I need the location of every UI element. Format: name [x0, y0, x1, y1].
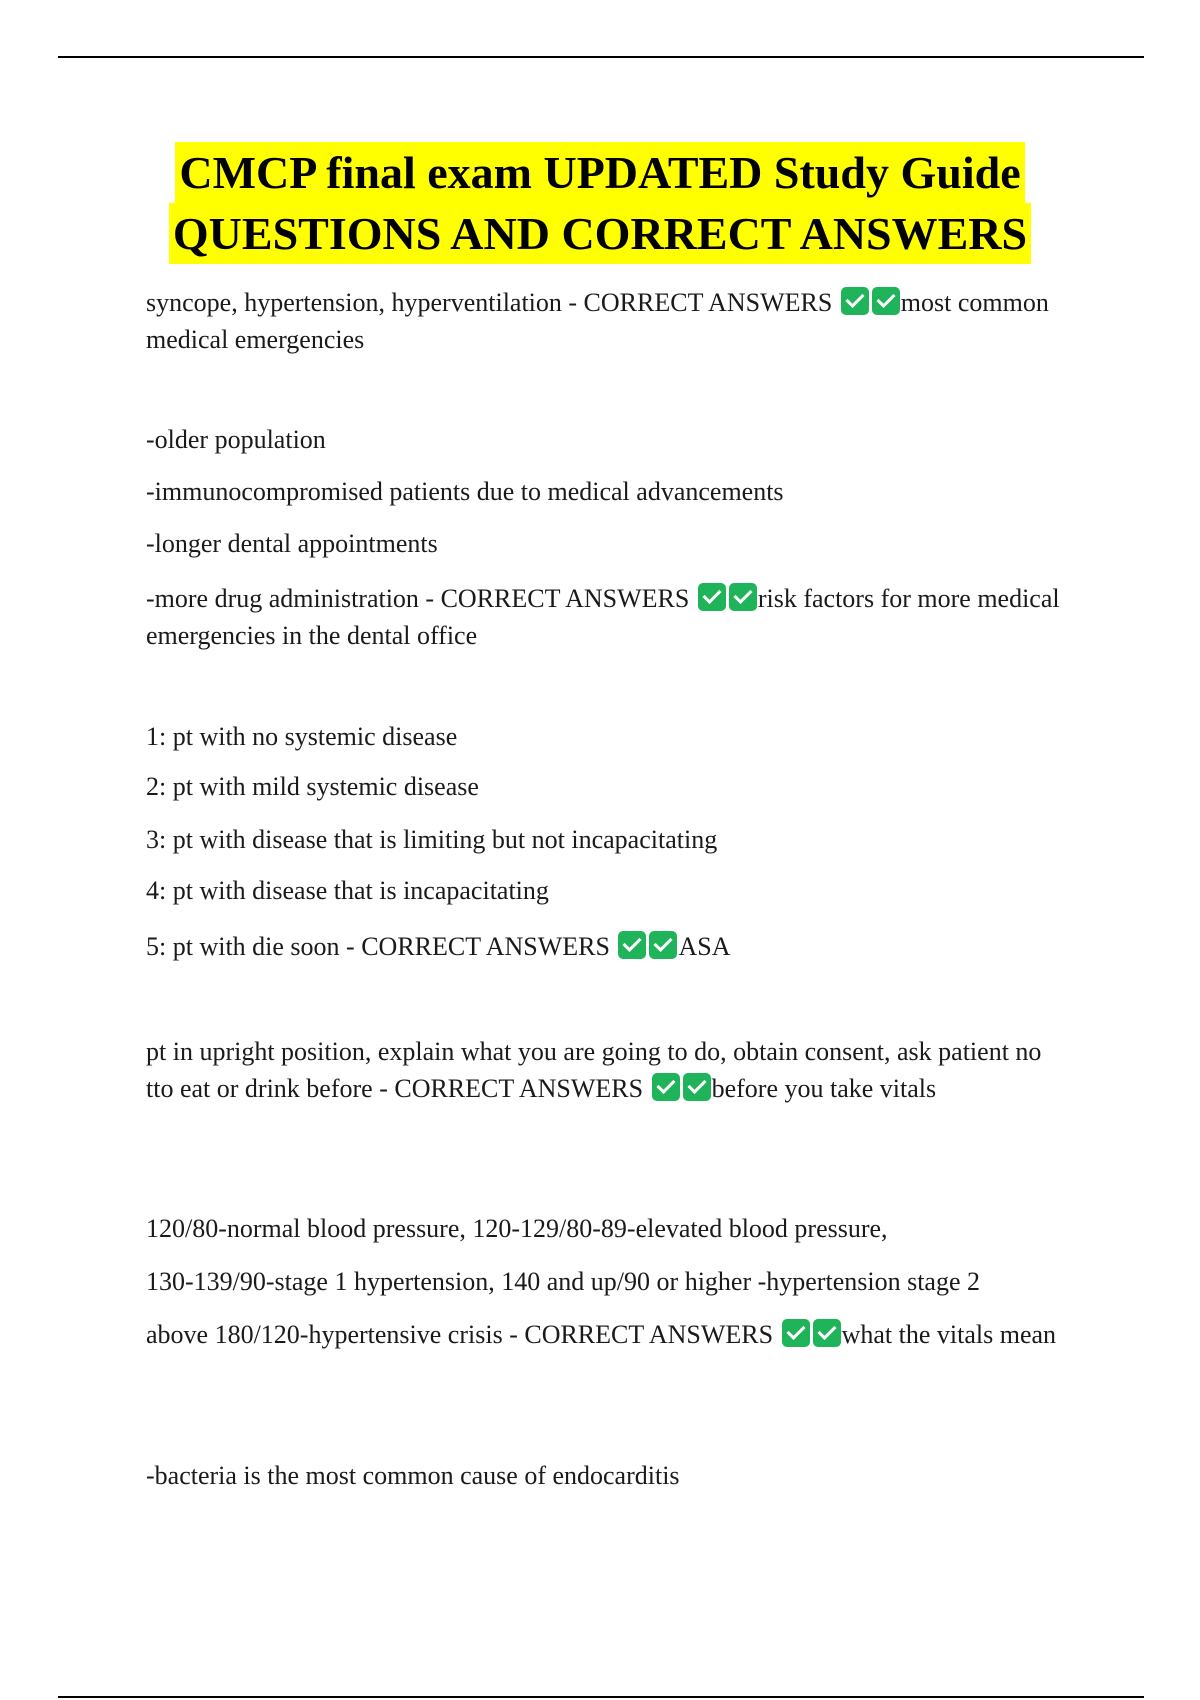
- list-item: 4: pt with disease that is incapacitating: [146, 876, 549, 905]
- answer-text: risk factors for more medical emergencies in the dental office: [146, 584, 1060, 650]
- page-title: [0, 142, 1200, 264]
- answer-text: what the vitals mean: [841, 1320, 1057, 1349]
- check-icon: [618, 931, 646, 959]
- list-item: 120/80-normal blood pressure, 120-129/80-89-elevated blood pressure,: [146, 1214, 888, 1243]
- check-icon: [841, 287, 869, 315]
- question-text: -more drug administration - CORRECT ANSWERS: [146, 584, 690, 613]
- qa-block: [146, 580, 1066, 654]
- title-line-2: QUESTIONS AND CORRECT ANSWERS: [169, 203, 1031, 264]
- top-rule: [58, 56, 1144, 58]
- qa-block: [146, 1033, 1066, 1107]
- title-line-1: CMCP final exam UPDATED Study Guide: [175, 142, 1024, 203]
- answer-text: ASA: [678, 932, 731, 961]
- question-text: pt in upright position, explain what you are going to do, obtain consent, ask patient no tto eat or drink before - CORRECT ANSWERS: [146, 1037, 1042, 1103]
- list-item: -older population: [146, 425, 326, 454]
- bottom-rule: [58, 1696, 1144, 1698]
- check-icon: [698, 583, 726, 611]
- check-icon: [652, 1073, 680, 1101]
- check-icon: [649, 931, 677, 959]
- check-icon: [872, 287, 900, 315]
- answer-text: most common medical emergencies: [146, 288, 1049, 354]
- list-item: 130-139/90-stage 1 hypertension, 140 and up/90 or higher -hypertension stage 2: [146, 1267, 980, 1296]
- check-icon: [683, 1073, 711, 1101]
- check-icon: [782, 1319, 810, 1347]
- question-text: syncope, hypertension, hyperventilation - CORRECT ANSWERS: [146, 288, 833, 317]
- list-item: -immunocompromised patients due to medical advancements: [146, 477, 784, 506]
- list-item: 1: pt with no systemic disease: [146, 722, 458, 751]
- question-text: 5: pt with die soon - CORRECT ANSWERS: [146, 932, 610, 961]
- answer-text: before you take vitals: [711, 1074, 937, 1103]
- qa-block: [146, 284, 1066, 358]
- qa-block: [146, 1316, 1066, 1353]
- list-item: -longer dental appointments: [146, 529, 438, 558]
- list-item: 3: pt with disease that is limiting but not incapacitating: [146, 825, 718, 854]
- list-item: -bacteria is the most common cause of endocarditis: [146, 1461, 680, 1490]
- list-item: 2: pt with mild systemic disease: [146, 772, 479, 801]
- qa-block: [146, 928, 1066, 965]
- question-text: above 180/120-hypertensive crisis - CORRECT ANSWERS: [146, 1320, 774, 1349]
- check-icon: [813, 1319, 841, 1347]
- check-icon: [729, 583, 757, 611]
